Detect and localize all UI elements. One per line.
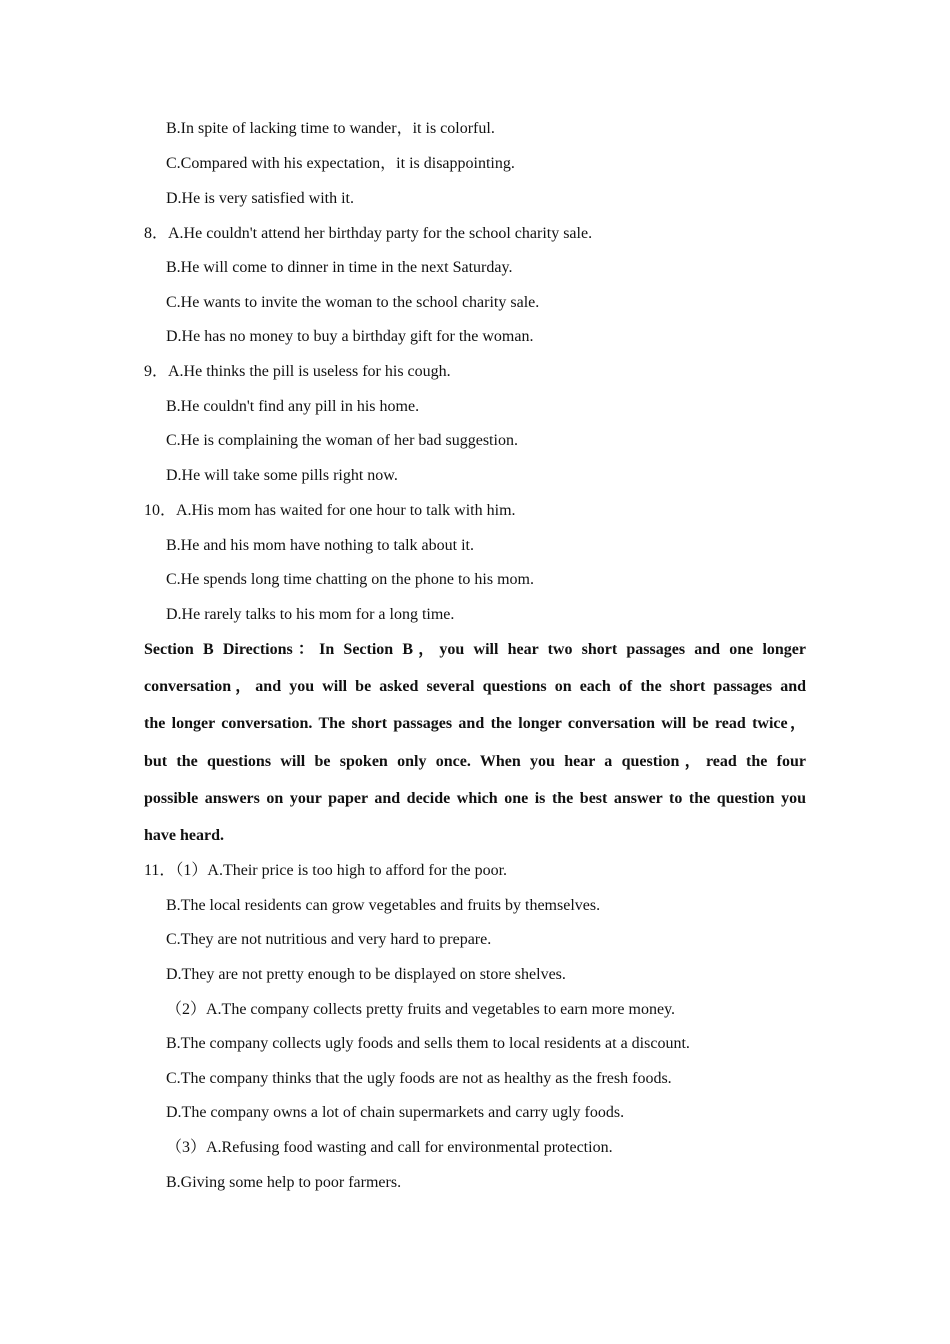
q11-3-option-b: B.Giving some help to poor farmers.	[166, 1174, 402, 1191]
q10-option-d: D.He rarely talks to his mom for a long time.	[166, 606, 455, 623]
q11-2-option-d: D.The company owns a lot of chain supermarkets and carry ugly foods.	[166, 1104, 625, 1121]
q11-1-option-a: 11．（1）A.Their price is too high to afford for the poor.	[144, 862, 508, 879]
q9-option-a: 9．A.He thinks the pill is useless for his cough.	[144, 363, 451, 380]
q11-1-option-b: B.The local residents can grow vegetables and fruits by themselves.	[166, 897, 601, 914]
section-b-directions-line: have heard.	[144, 827, 224, 844]
q8-option-b: B.He will come to dinner in time in the next Saturday.	[166, 259, 513, 276]
section-b-directions-line: Section B Directions：In Section B，you will hear two short passages and one longer	[144, 641, 806, 658]
q11-1-option-d: D.They are not pretty enough to be displayed on store shelves.	[166, 966, 566, 983]
q9-option-d: D.He will take some pills right now.	[166, 467, 398, 484]
q8-option-a: 8．A.He couldn't attend her birthday party for the school charity sale.	[144, 225, 593, 242]
q9-option-b: B.He couldn't find any pill in his home.	[166, 398, 420, 415]
q8-option-c: C.He wants to invite the woman to the school charity sale.	[166, 294, 540, 311]
q7-option-d: D.He is very satisfied with it.	[166, 190, 354, 207]
q7-option-c: C.Compared with his expectation，it is disappointing.	[166, 155, 515, 172]
section-b-directions-line: conversation，and you will be asked several questions on each of the short passages and	[144, 678, 807, 695]
q7-option-b: B.In spite of lacking time to wander，it is colorful.	[166, 120, 495, 137]
q11-1-option-c: C.They are not nutritious and very hard to prepare.	[166, 931, 492, 948]
q8-option-d: D.He has no money to buy a birthday gift for the woman.	[166, 328, 534, 345]
section-b-directions-line: but the questions will be spoken only once. When you hear a question，read the four	[144, 753, 806, 770]
q9-option-c: C.He is complaining the woman of her bad suggestion.	[166, 432, 518, 449]
section-b-directions-line: possible answers on your paper and decide which one is the best answer to the question you	[144, 790, 806, 807]
q11-2-option-b: B.The company collects ugly foods and sells them to local residents at a discount.	[166, 1035, 690, 1052]
q10-option-c: C.He spends long time chatting on the phone to his mom.	[166, 571, 534, 588]
q11-2-option-c: C.The company thinks that the ugly foods are not as healthy as the fresh foods.	[166, 1070, 672, 1087]
q11-3-option-a: （3）A.Refusing food wasting and call for environmental protection.	[166, 1139, 613, 1156]
q11-2-option-a: （2）A.The company collects pretty fruits and vegetables to earn more money.	[166, 1001, 676, 1018]
q10-option-b: B.He and his mom have nothing to talk about it.	[166, 537, 474, 554]
q10-option-a: 10．A.His mom has waited for one hour to talk with him.	[144, 502, 516, 519]
section-b-directions-line: the longer conversation. The short passages and the longer conversation will be read twice，	[144, 715, 806, 732]
